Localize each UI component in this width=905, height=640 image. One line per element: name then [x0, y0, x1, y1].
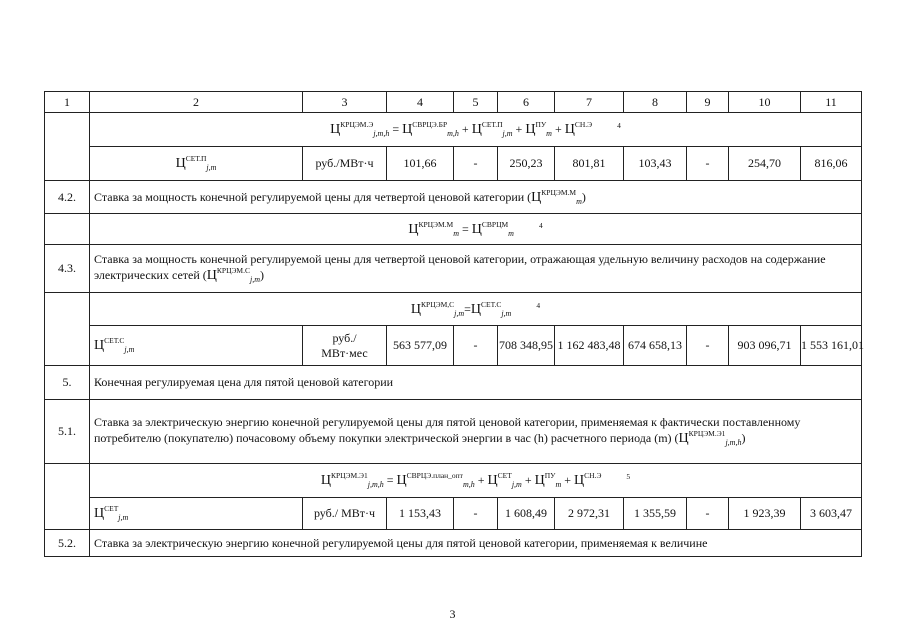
value-cell: 816,06	[801, 147, 862, 181]
col-header: 9	[687, 92, 729, 113]
value-cell: 1 553 161,01	[801, 326, 862, 366]
col-header: 11	[801, 92, 862, 113]
value-cell: 708 348,95	[498, 326, 555, 366]
col-header: 8	[624, 92, 687, 113]
row-description: Ставка за мощность конечной регулируемой цены для четвертой ценовой категории, отражающая удельную величину расходов на содержание электрических сетей $(Ц^{КРЦЭМ.С}_{j,m})$	[90, 245, 862, 293]
section-row-4-2	[45, 181, 862, 214]
value-cell: -	[454, 326, 498, 366]
value-cell: 3 603,47	[801, 498, 862, 530]
formula-row	[45, 113, 862, 147]
row-description: Ставка за электрическую энергию конечной регулируемой цены для пятой ценовой категории, применяемая к величине	[90, 530, 862, 557]
col-header: 7	[555, 92, 624, 113]
value-cell: -	[454, 147, 498, 181]
row-number: 5.1.	[45, 400, 90, 464]
formula-row	[45, 214, 862, 245]
value-cell: 2 972,31	[555, 498, 624, 530]
page-number: 3	[449, 607, 456, 621]
value-cell: 254,70	[729, 147, 801, 181]
value-cell: -	[687, 147, 729, 181]
value-row	[45, 498, 862, 530]
formula-row	[45, 293, 862, 326]
formula-capacity-4: $Ц^{КРЦЭМ.М}_m = Ц^{СВРЦМ}_m$ $^4$	[90, 214, 862, 245]
value-cell: 103,43	[624, 147, 687, 181]
parameter-symbol: $Ц^{СЕТ.П}_{j,m}$	[90, 147, 303, 181]
value-cell: -	[687, 326, 729, 366]
value-cell: 1 162 483,48	[555, 326, 624, 366]
value-cell: -	[454, 498, 498, 530]
value-row	[45, 147, 862, 181]
col-header: 3	[303, 92, 387, 113]
value-cell: 674 658,13	[624, 326, 687, 366]
col-header: 4	[387, 92, 454, 113]
formula-row	[45, 464, 862, 498]
section-row-5-2	[45, 530, 862, 557]
value-cell: 1 153,43	[387, 498, 454, 530]
value-cell: -	[687, 498, 729, 530]
col-header: 2	[90, 92, 303, 113]
value-cell: 903 096,71	[729, 326, 801, 366]
col-header: 6	[498, 92, 555, 113]
row-number: 4.2.	[45, 181, 90, 214]
parameter-symbol: $Ц^{СЕТ}_{j,m}$	[90, 498, 303, 530]
value-cell: 563 577,09	[387, 326, 454, 366]
formula-network-capacity: $Ц^{КРЦЭМ,С}_{j,m}=Ц^{СЕТ.С}_{j,m}$ $^4$	[90, 293, 862, 326]
empty-number-cell	[45, 293, 90, 366]
value-cell: 1 608,49	[498, 498, 555, 530]
value-cell: 1 355,59	[624, 498, 687, 530]
row-description: Ставка за мощность конечной регулируемой цены для четвертой ценовой категории $(Ц^{КРЦЭМ.М}_m)$	[90, 181, 862, 214]
unit-cell: руб./МВт·ч	[303, 147, 387, 181]
col-header: 1	[45, 92, 90, 113]
tariff-table	[44, 91, 862, 557]
row-number: 4.3.	[45, 245, 90, 293]
column-number-row	[45, 92, 862, 113]
value-cell: 1 923,39	[729, 498, 801, 530]
empty-number-cell	[45, 214, 90, 245]
value-cell: 101,66	[387, 147, 454, 181]
section-row-5	[45, 366, 862, 400]
unit-cell: руб./ МВт·ч	[303, 498, 387, 530]
parameter-symbol: $Ц^{СЕТ.С}_{j,m}$	[90, 326, 303, 366]
row-number: 5.2.	[45, 530, 90, 557]
row-description: Ставка за электрическую энергию конечной регулируемой цены для пятой ценовой категории, применяемая к фактически поставленному потребителю (покупателю) почасовому объему покупки электрической энергии в час (h) расчетного периода (m) $(Ц^{КРЦЭМ.Э1}_{j,m,h})$	[90, 400, 862, 464]
empty-number-cell	[45, 113, 90, 181]
formula-energy-5: $Ц^{КРЦЭМ.Э1}_{j,m,h} = Ц^{СВРЦЭ.план\_опт}_{m,h} + Ц^{СЕТ}_{j,m} + Ц^{ПУ}_m + Ц^{СН.Э}$ $^5$	[90, 464, 862, 498]
formula-energy-4: $Ц^{КРЦЭМ.Э}_{j,m,h} = Ц^{СВРЦЭ.БР}_{m,h} + Ц^{СЕТ.П}_{j,m} + Ц^{ПУ}_m + Ц^{СН.Э}$ $^4$	[90, 113, 862, 147]
row-description: Конечная регулируемая цена для пятой ценовой категории	[90, 366, 862, 400]
value-cell: 250,23	[498, 147, 555, 181]
value-cell: 801,81	[555, 147, 624, 181]
col-header: 10	[729, 92, 801, 113]
col-header: 5	[454, 92, 498, 113]
section-row-5-1	[45, 400, 862, 464]
row-number: 5.	[45, 366, 90, 400]
unit-cell: руб./ МВт·мес	[303, 326, 387, 366]
section-row-4-3	[45, 245, 862, 293]
empty-number-cell	[45, 464, 90, 530]
value-row	[45, 326, 862, 366]
